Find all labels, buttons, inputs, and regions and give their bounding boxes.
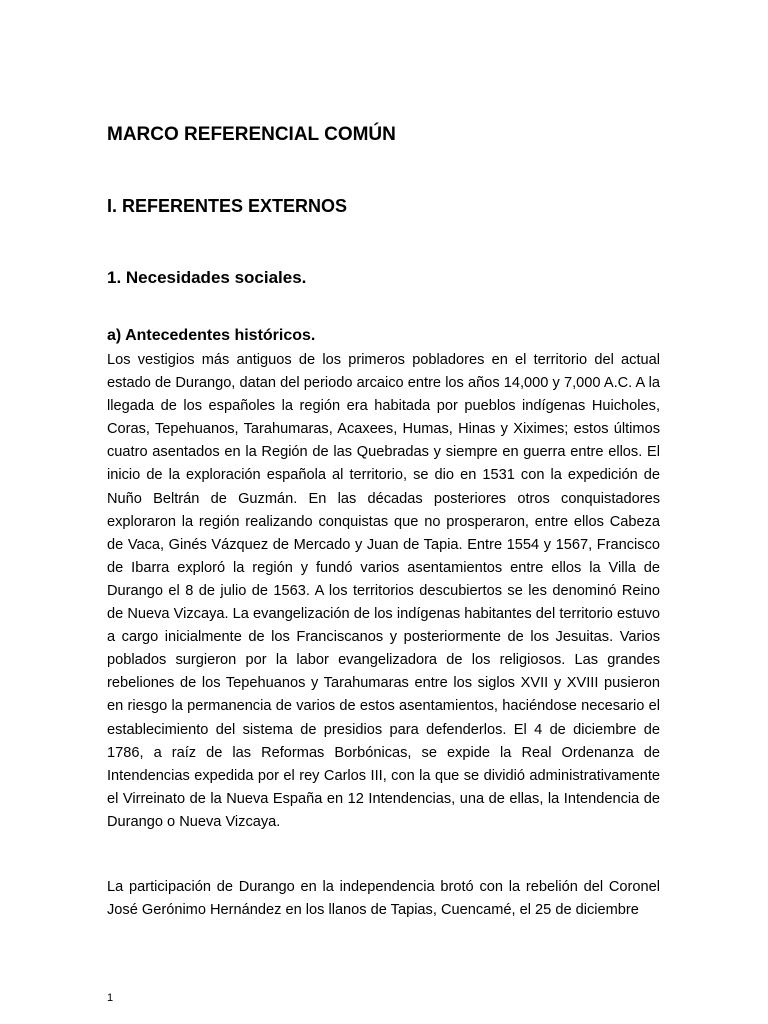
subsubsection-heading: a) Antecedentes históricos. [107, 327, 316, 344]
document-title: MARCO REFERENCIAL COMÚN [107, 124, 396, 145]
section-heading: I. REFERENTES EXTERNOS [107, 196, 348, 216]
subsection-heading: 1. Necesidades sociales. [107, 268, 307, 287]
page-number: 1 [107, 992, 114, 1004]
body-paragraph-1: Los vestigios más antiguos de los primeros pobladores en el territorio del actual estado de Durango, datan del periodo arcaico entre los años 14,000 y 7,000 A.C. A la llegada de los españoles la región era habitada por pueblos indígenas Huicholes, Coras, Tepehuanos, Tarahumaras, Acaxees, Humas, Hinas y Xiximes; estos últimos cuatro asentados en la Región de las Quebradas y siempre en guerra entre ellos. El inicio de la exploración española al territorio, se dio en 1531 con la expedición de Nuño Beltrán de Guzmán. En las décadas posteriores otros conquistadores exploraron la región realizando conquistas que no prosperaron, entre ellos Cabeza de Vaca, Ginés Vázquez de Mercado y Juan de Tapia. Entre 1554 y 1567, Francisco de Ibarra exploró la región y fundó varios asentamientos entre ellos la Villa de Durango el 8 de julio de 1563. A los territorios descubiertos se les denominó Reino de Nueva Vizcaya. La evangelización de los indígenas habitantes del territorio estuvo a cargo inicialmente de los Franciscanos y posteriormente de los Jesuitas. Varios poblados surgieron por la labor evangelizadora de los religiosos. Las grandes rebeliones de los Tepehuanos y Tarahumaras entre los siglos XVII y XVIII pusieron en riesgo la permanencia de varios de estos asentamientos, haciéndose necesario el establecimiento del sistema de presidios para defenderlos. El 4 de diciembre de 1786, a raíz de las Reformas Borbónicas, se expide la Real Ordenanza de Intendencias expedida por el rey Carlos III, con la que se dividió administrativamente el Virreinato de la Nueva España en 12 Intendencias, una de ellas, la Intendencia de Durango o Nueva Vizcaya. [107, 352, 660, 830]
body-paragraph-2: La participación de Durango en la independencia brotó con la rebelión del Coronel José Gerónimo Hernández en los llanos de Tapias, Cuencamé, el 25 de diciembre [107, 879, 660, 919]
